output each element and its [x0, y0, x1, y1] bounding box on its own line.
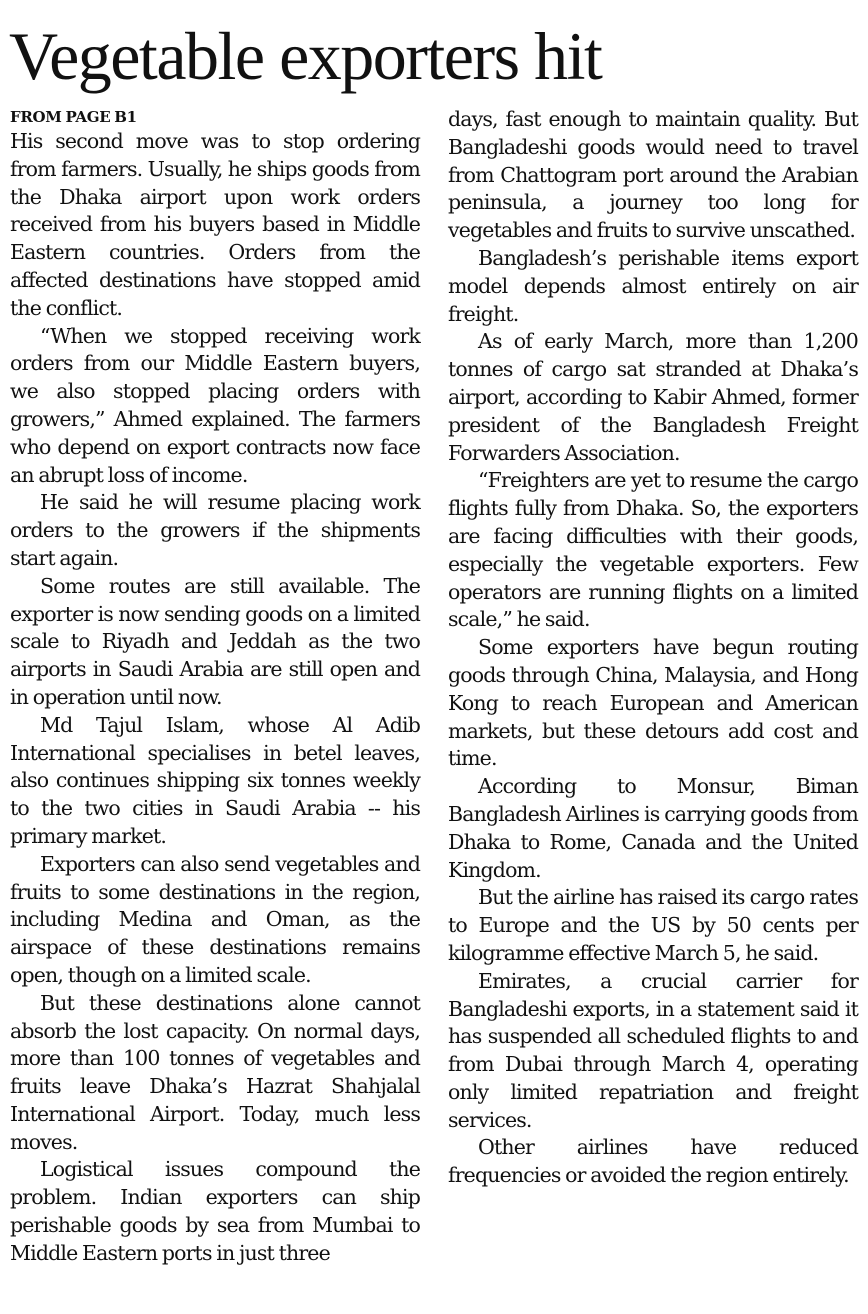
paragraph: Exporters can also send vegetables and fruits to some destinations in the region, including Medina and Oman, as the airspace of these destinations remains open, though on a limited scale.	[10, 851, 420, 987]
headline: Vegetable exporters hit	[9, 18, 602, 94]
paragraph: Bangladesh’s perishable items export model depends almost entirely on air freight.	[448, 245, 858, 326]
paragraph: But these destinations alone cannot absorb the lost capacity. On normal days, more than 100 tonnes of vegetables and fruits leave Dhaka’s Hazrat Shahjalal International Airport. Today, much less moves.	[10, 990, 420, 1154]
paragraph: “When we stopped receiving work orders from our Middle Eastern buyers, we also stopped placing orders with growers,” Ahmed explained. The farmers who depend on export contracts now face an abrupt loss of income.	[10, 323, 420, 487]
paragraph: He said he will resume placing work orders to the growers if the shipments start again.	[10, 490, 420, 570]
paragraph: Md Tajul Islam, whose Al Adib International specialises in betel leaves, also continues shipping six tonnes weekly to the two cities in Saudi Arabia -- his primary market.	[10, 712, 420, 848]
right-column	[448, 106, 858, 1190]
kicker: FROM PAGE B1	[10, 108, 137, 126]
paragraph: “Freighters are yet to resume the cargo flights fully from Dhaka. So, the exporters are facing difficulties with their goods, especially the vegetable exporters. Few operators are running flights on a limited scale,” he said.	[448, 468, 858, 632]
paragraph: Logistical issues compound the problem. Indian exporters can ship perishable goods by sea from Mumbai to Middle Eastern ports in just three	[10, 1157, 420, 1265]
paragraph: His second move was to stop ordering from farmers. Usually, he ships goods from the Dhaka airport upon work orders received from his buyers based in Middle Eastern countries. Orders from the affected destinations have stopped amid the conflict.	[10, 129, 420, 320]
paragraph: According to Monsur, Biman Bangladesh Airlines is carrying goods from Dhaka to Rome, Canada and the United Kingdom.	[448, 774, 858, 882]
paragraph: As of early March, more than 1,200 tonnes of cargo sat stranded at Dhaka’s airport, according to Kabir Ahmed, former president of the Bangladesh Freight Forwarders Association.	[448, 329, 858, 465]
left-column	[10, 106, 420, 1268]
paragraph: Some routes are still available. The exporter is now sending goods on a limited scale to Riyadh and Jeddah as the two airports in Saudi Arabia are still open and in operation until now.	[10, 573, 420, 709]
paragraph: But the airline has raised its cargo rates to Europe and the US by 50 cents per kilogramme effective March 5, he said.	[448, 885, 858, 965]
paragraph: days, fast enough to maintain quality. But Bangladeshi goods would need to travel from Chattogram port around the Arabian peninsula, a journey too long for vegetables and fruits to survive unscathed.	[448, 107, 858, 243]
paragraph: Some exporters have begun routing goods through China, Malaysia, and Hong Kong to reach European and American markets, but these detours add cost and time.	[448, 635, 858, 771]
paragraph: Emirates, a crucial carrier for Bangladeshi exports, in a statement said it has suspended all scheduled flights to and from Dubai through March 4, operating only limited repatriation and freight services.	[448, 968, 858, 1132]
paragraph: Other airlines have reduced frequencies or avoided the region entirely.	[448, 1135, 858, 1188]
